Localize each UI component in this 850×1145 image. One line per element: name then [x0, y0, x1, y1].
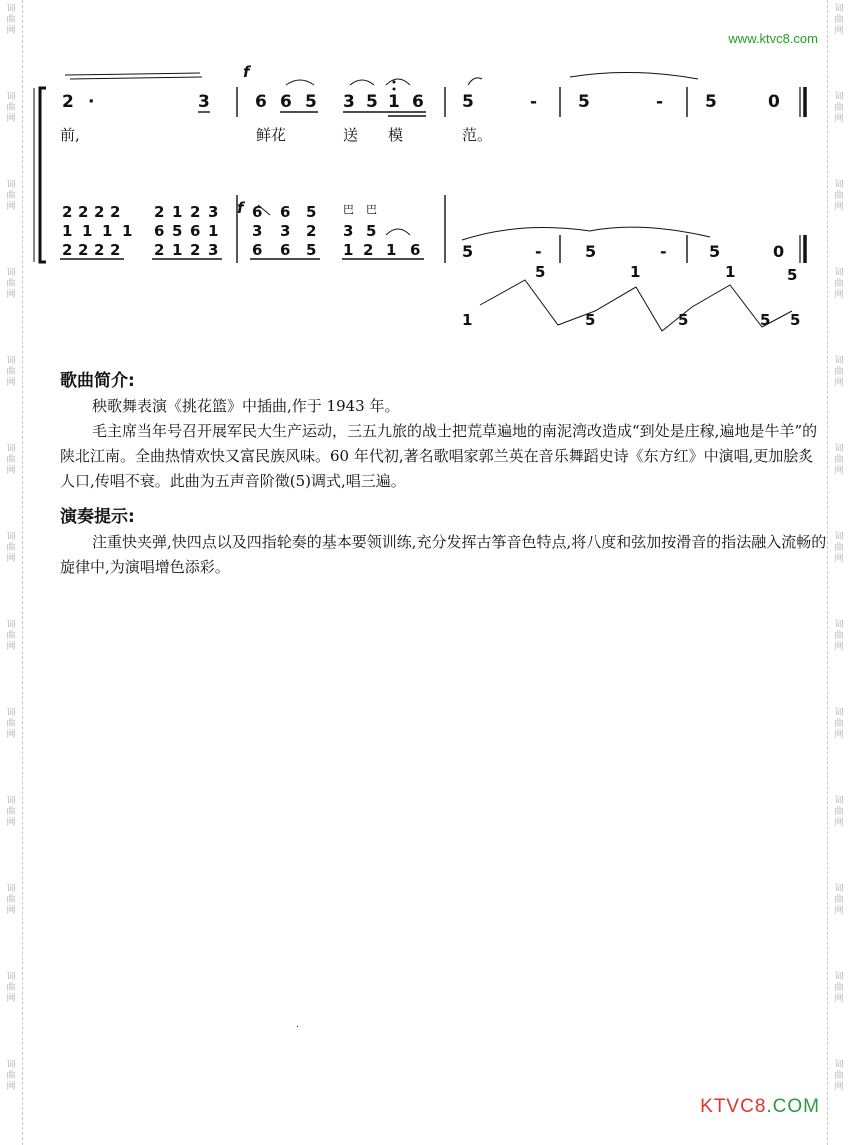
acc-top-1: 2: [62, 203, 73, 221]
dynamic-mark-1: f: [243, 63, 250, 81]
acc-tail-4: -: [660, 242, 667, 261]
acc-top-4: 2: [110, 203, 121, 221]
acc-mid-9: 3: [252, 222, 263, 240]
watermark-glyph: 网: [6, 906, 16, 916]
watermark-glyph-group: [3, 444, 19, 477]
watermark-glyph: 曲: [6, 719, 16, 729]
acc-mid-2: 1: [82, 222, 93, 240]
watermark-glyph: 词: [6, 972, 16, 982]
acc-bot-13: 2: [363, 241, 374, 259]
watermark-glyph: 词: [6, 444, 16, 454]
watermark-glyph: 网: [834, 554, 844, 564]
tips-body: [60, 530, 828, 580]
acc-bot-10: 6: [280, 241, 291, 259]
watermark-glyph: 曲: [6, 191, 16, 201]
intro-body: [60, 394, 828, 494]
watermark-glyph: 词: [834, 444, 844, 454]
watermark-glyph: 网: [834, 202, 844, 212]
lyric-5: 范。: [462, 126, 493, 144]
music-score: [30, 55, 820, 345]
watermark-glyph: 网: [834, 1082, 844, 1092]
watermark-glyph-group: [831, 92, 847, 125]
watermark-glyph-group: [831, 180, 847, 213]
watermark-glyph: 词: [834, 356, 844, 366]
dynamic-mark-2: f: [237, 199, 244, 217]
acc-bot-14: 1: [386, 241, 397, 259]
note-m2-2: 6: [280, 92, 292, 112]
watermark-glyph: 词: [6, 796, 16, 806]
acc-bot-5: 2: [154, 241, 165, 259]
watermark-glyph: 词: [6, 532, 16, 542]
acc-top-6: 1: [172, 203, 183, 221]
acc-top-13: 巴: [366, 203, 377, 216]
watermark-glyph: 曲: [6, 543, 16, 553]
watermark-glyph: 词: [834, 4, 844, 14]
watermark-glyph-group: [831, 444, 847, 477]
note-m4-1: 5: [578, 92, 590, 112]
watermark-glyph: 词: [6, 620, 16, 630]
watermark-glyph: 网: [6, 290, 16, 300]
watermark-glyph-group: [3, 796, 19, 829]
watermark-glyph-group: [3, 268, 19, 301]
note-m3-1: 5: [462, 92, 474, 112]
watermark-glyph: 曲: [6, 367, 16, 377]
watermark-glyph: 曲: [834, 103, 844, 113]
note-m2-6: 1: [388, 92, 400, 112]
acc-mid-12: 3: [343, 222, 354, 240]
acc-top-8: 3: [208, 203, 219, 221]
tips-heading: 演奏提示:: [60, 507, 135, 527]
acc-bot-4: 2: [110, 241, 121, 259]
watermark-glyph: 曲: [6, 455, 16, 465]
watermark-glyph: 曲: [834, 807, 844, 817]
watermark-glyph-group: [3, 620, 19, 653]
watermark-glyph: 词: [6, 708, 16, 718]
arp-2: 5: [535, 263, 546, 281]
note-m5-2: 0: [768, 92, 780, 112]
watermark-glyph: 网: [6, 642, 16, 652]
watermark-glyph: 词: [834, 796, 844, 806]
note-m3-2: -: [530, 92, 538, 112]
watermark-glyph: 曲: [6, 1071, 16, 1081]
watermark-glyph: 网: [834, 818, 844, 828]
watermark-glyph: 曲: [6, 983, 16, 993]
arp-1: 1: [462, 311, 473, 329]
acc-bot-11: 5: [306, 241, 317, 259]
watermark-glyph: 网: [834, 466, 844, 476]
site-url-top[interactable]: www.ktvc8.com: [728, 31, 818, 46]
acc-bot-7: 2: [190, 241, 201, 259]
note-m4-2: -: [656, 92, 664, 112]
watermark-glyph: 曲: [834, 367, 844, 377]
watermark-glyph-group: [3, 884, 19, 917]
watermark-glyph: 网: [6, 378, 16, 388]
watermark-glyph-group: [831, 532, 847, 565]
arp-4: 1: [630, 263, 641, 281]
watermark-glyph-group: [831, 620, 847, 653]
watermark-glyph-group: [831, 1060, 847, 1093]
watermark-glyph-group: [3, 972, 19, 1005]
acc-top-11: 5: [306, 203, 317, 221]
acc-top-12: 巴: [343, 203, 354, 216]
watermark-glyph-group: [831, 972, 847, 1005]
lyric-1: 前,: [60, 126, 80, 144]
watermark-glyph: 词: [834, 620, 844, 630]
watermark-glyph-group: [831, 796, 847, 829]
watermark-glyph: 曲: [834, 279, 844, 289]
watermark-glyph: 曲: [6, 631, 16, 641]
acc-top-3: 2: [94, 203, 105, 221]
acc-bot-12: 1: [343, 241, 354, 259]
acc-top-7: 2: [190, 203, 201, 221]
watermark-glyph-group: [831, 4, 847, 37]
watermark-glyph: 网: [6, 1082, 16, 1092]
watermark-glyph-group: [3, 4, 19, 37]
acc-bot-1: 2: [62, 241, 73, 259]
arp-6: 1: [725, 263, 736, 281]
arp-8: 5: [787, 266, 798, 284]
watermark-glyph-group: [831, 708, 847, 741]
watermark-glyph: 词: [834, 708, 844, 718]
watermark-glyph: 曲: [834, 1071, 844, 1081]
note-m2-5: 5: [366, 92, 378, 112]
acc-top-5: 2: [154, 203, 165, 221]
watermark-glyph-group: [831, 268, 847, 301]
acc-tail-5: 5: [709, 242, 721, 261]
watermark-glyph-group: [3, 532, 19, 565]
watermark-glyph: 词: [6, 92, 16, 102]
watermark-glyph: 词: [834, 180, 844, 190]
note-m1-1: 2: [62, 92, 74, 112]
watermark-glyph: 词: [834, 92, 844, 102]
watermark-glyph: 网: [834, 378, 844, 388]
watermark-glyph-group: [3, 356, 19, 389]
watermark-glyph: 词: [6, 4, 16, 14]
arp-3: 5: [585, 311, 596, 329]
watermark-glyph: 曲: [834, 631, 844, 641]
site-url-bottom-tld: .COM: [766, 1096, 820, 1117]
watermark-glyph: 词: [6, 268, 16, 278]
acc-bot-3: 2: [94, 241, 105, 259]
watermark-glyph: 词: [834, 268, 844, 278]
site-url-bottom[interactable]: [700, 1096, 820, 1118]
watermark-glyph: 曲: [834, 983, 844, 993]
watermark-glyph: 网: [6, 466, 16, 476]
watermark-glyph: 曲: [834, 543, 844, 553]
watermark-glyph: 曲: [834, 15, 844, 25]
note-m1-2: ·: [88, 92, 95, 112]
acc-mid-4: 1: [122, 222, 133, 240]
watermark-glyph-group: [3, 1060, 19, 1093]
acc-bot-15: 6: [410, 241, 421, 259]
acc-tail-1: 5: [462, 242, 474, 261]
watermark-glyph: 词: [834, 884, 844, 894]
right-watermark-strip: [827, 0, 850, 1145]
watermark-glyph: 曲: [6, 895, 16, 905]
watermark-glyph: 词: [6, 180, 16, 190]
watermark-glyph: 曲: [6, 279, 16, 289]
note-m5-1: 5: [705, 92, 717, 112]
acc-tail-6: 0: [773, 242, 785, 261]
watermark-glyph: 曲: [6, 103, 16, 113]
lyric-4: 模: [388, 126, 404, 144]
watermark-glyph: 词: [834, 1060, 844, 1070]
acc-mid-11: 2: [306, 222, 317, 240]
watermark-glyph-group: [831, 884, 847, 917]
site-url-bottom-name: KTVC8: [700, 1096, 767, 1117]
watermark-glyph: 词: [6, 884, 16, 894]
tips-paragraph-1: 注重快夹弹,快四点以及四指轮奏的基本要领训练,充分发挥古筝音色特点,将八度和弦加按滑音的指法融入流畅的旋律中,为演唱增色添彩。: [60, 533, 827, 576]
watermark-glyph: 曲: [6, 15, 16, 25]
left-watermark-strip: [0, 0, 23, 1145]
stray-dot: ·: [296, 1022, 300, 1033]
note-m2-1: 6: [255, 92, 267, 112]
acc-bot-6: 1: [172, 241, 183, 259]
watermark-glyph: 网: [834, 906, 844, 916]
watermark-glyph: 网: [834, 994, 844, 1004]
watermark-glyph: 网: [834, 26, 844, 36]
watermark-glyph-group: [831, 356, 847, 389]
watermark-glyph: 网: [6, 554, 16, 564]
acc-top-2: 2: [78, 203, 89, 221]
watermark-glyph: 词: [834, 972, 844, 982]
acc-bot-2: 2: [78, 241, 89, 259]
note-m1-3: 3: [198, 92, 210, 112]
arp-5: 5: [678, 311, 689, 329]
note-m2-7: 6: [412, 92, 424, 112]
arp-9: 5: [790, 311, 801, 329]
watermark-glyph: 曲: [6, 807, 16, 817]
acc-mid-7: 6: [190, 222, 201, 240]
watermark-glyph: 网: [6, 114, 16, 124]
acc-mid-3: 1: [102, 222, 113, 240]
watermark-glyph: 网: [6, 26, 16, 36]
acc-top-10: 6: [280, 203, 291, 221]
watermark-glyph: 网: [6, 730, 16, 740]
watermark-glyph: 网: [6, 202, 16, 212]
watermark-glyph: 曲: [834, 719, 844, 729]
watermark-glyph: 网: [834, 290, 844, 300]
intro-heading: 歌曲简介:: [60, 371, 135, 391]
acc-tail-3: 5: [585, 242, 597, 261]
watermark-glyph: 词: [6, 356, 16, 366]
watermark-glyph: 曲: [834, 191, 844, 201]
acc-mid-6: 5: [172, 222, 183, 240]
watermark-glyph: 网: [6, 818, 16, 828]
acc-mid-8: 1: [208, 222, 219, 240]
watermark-glyph-group: [3, 708, 19, 741]
acc-top-9: 6: [252, 203, 263, 221]
note-m2-4: 3: [343, 92, 355, 112]
lyric-2: 鲜花: [256, 126, 287, 144]
intro-paragraph-2: 毛主席当年号召开展军民大生产运动，三五九旅的战士把荒草遍地的南泥湾改造成“到处是庄稼,遍地是牛羊”的陕北江南。全曲热情欢快又富民族风味。60 年代初,著名歌唱家郭兰英在音乐舞蹈史诗《东方红》中演唱,更加脍炙人口,传唱不衰。此曲为五声音阶徵(5)调式,唱三遍。: [60, 422, 818, 490]
watermark-glyph: 曲: [834, 895, 844, 905]
watermark-glyph: 网: [834, 730, 844, 740]
watermark-glyph: 网: [834, 114, 844, 124]
lyric-3: 送: [343, 126, 359, 144]
watermark-glyph: 网: [834, 642, 844, 652]
acc-mid-10: 3: [280, 222, 291, 240]
intro-paragraph-1: 秧歌舞表演《挑花篮》中插曲,作于 1943 年。: [92, 397, 400, 415]
watermark-glyph: 曲: [834, 455, 844, 465]
arp-7: 5: [760, 311, 771, 329]
watermark-glyph: 词: [6, 1060, 16, 1070]
note-m2-3: 5: [305, 92, 317, 112]
watermark-glyph-group: [3, 180, 19, 213]
watermark-glyph-group: [3, 92, 19, 125]
acc-bot-9: 6: [252, 241, 263, 259]
acc-mid-5: 6: [154, 222, 165, 240]
acc-tail-2: -: [535, 242, 542, 261]
watermark-glyph: 网: [6, 994, 16, 1004]
acc-bot-8: 3: [208, 241, 219, 259]
acc-mid-1: 1: [62, 222, 73, 240]
acc-mid-13: 5: [366, 222, 377, 240]
watermark-glyph: 词: [834, 532, 844, 542]
